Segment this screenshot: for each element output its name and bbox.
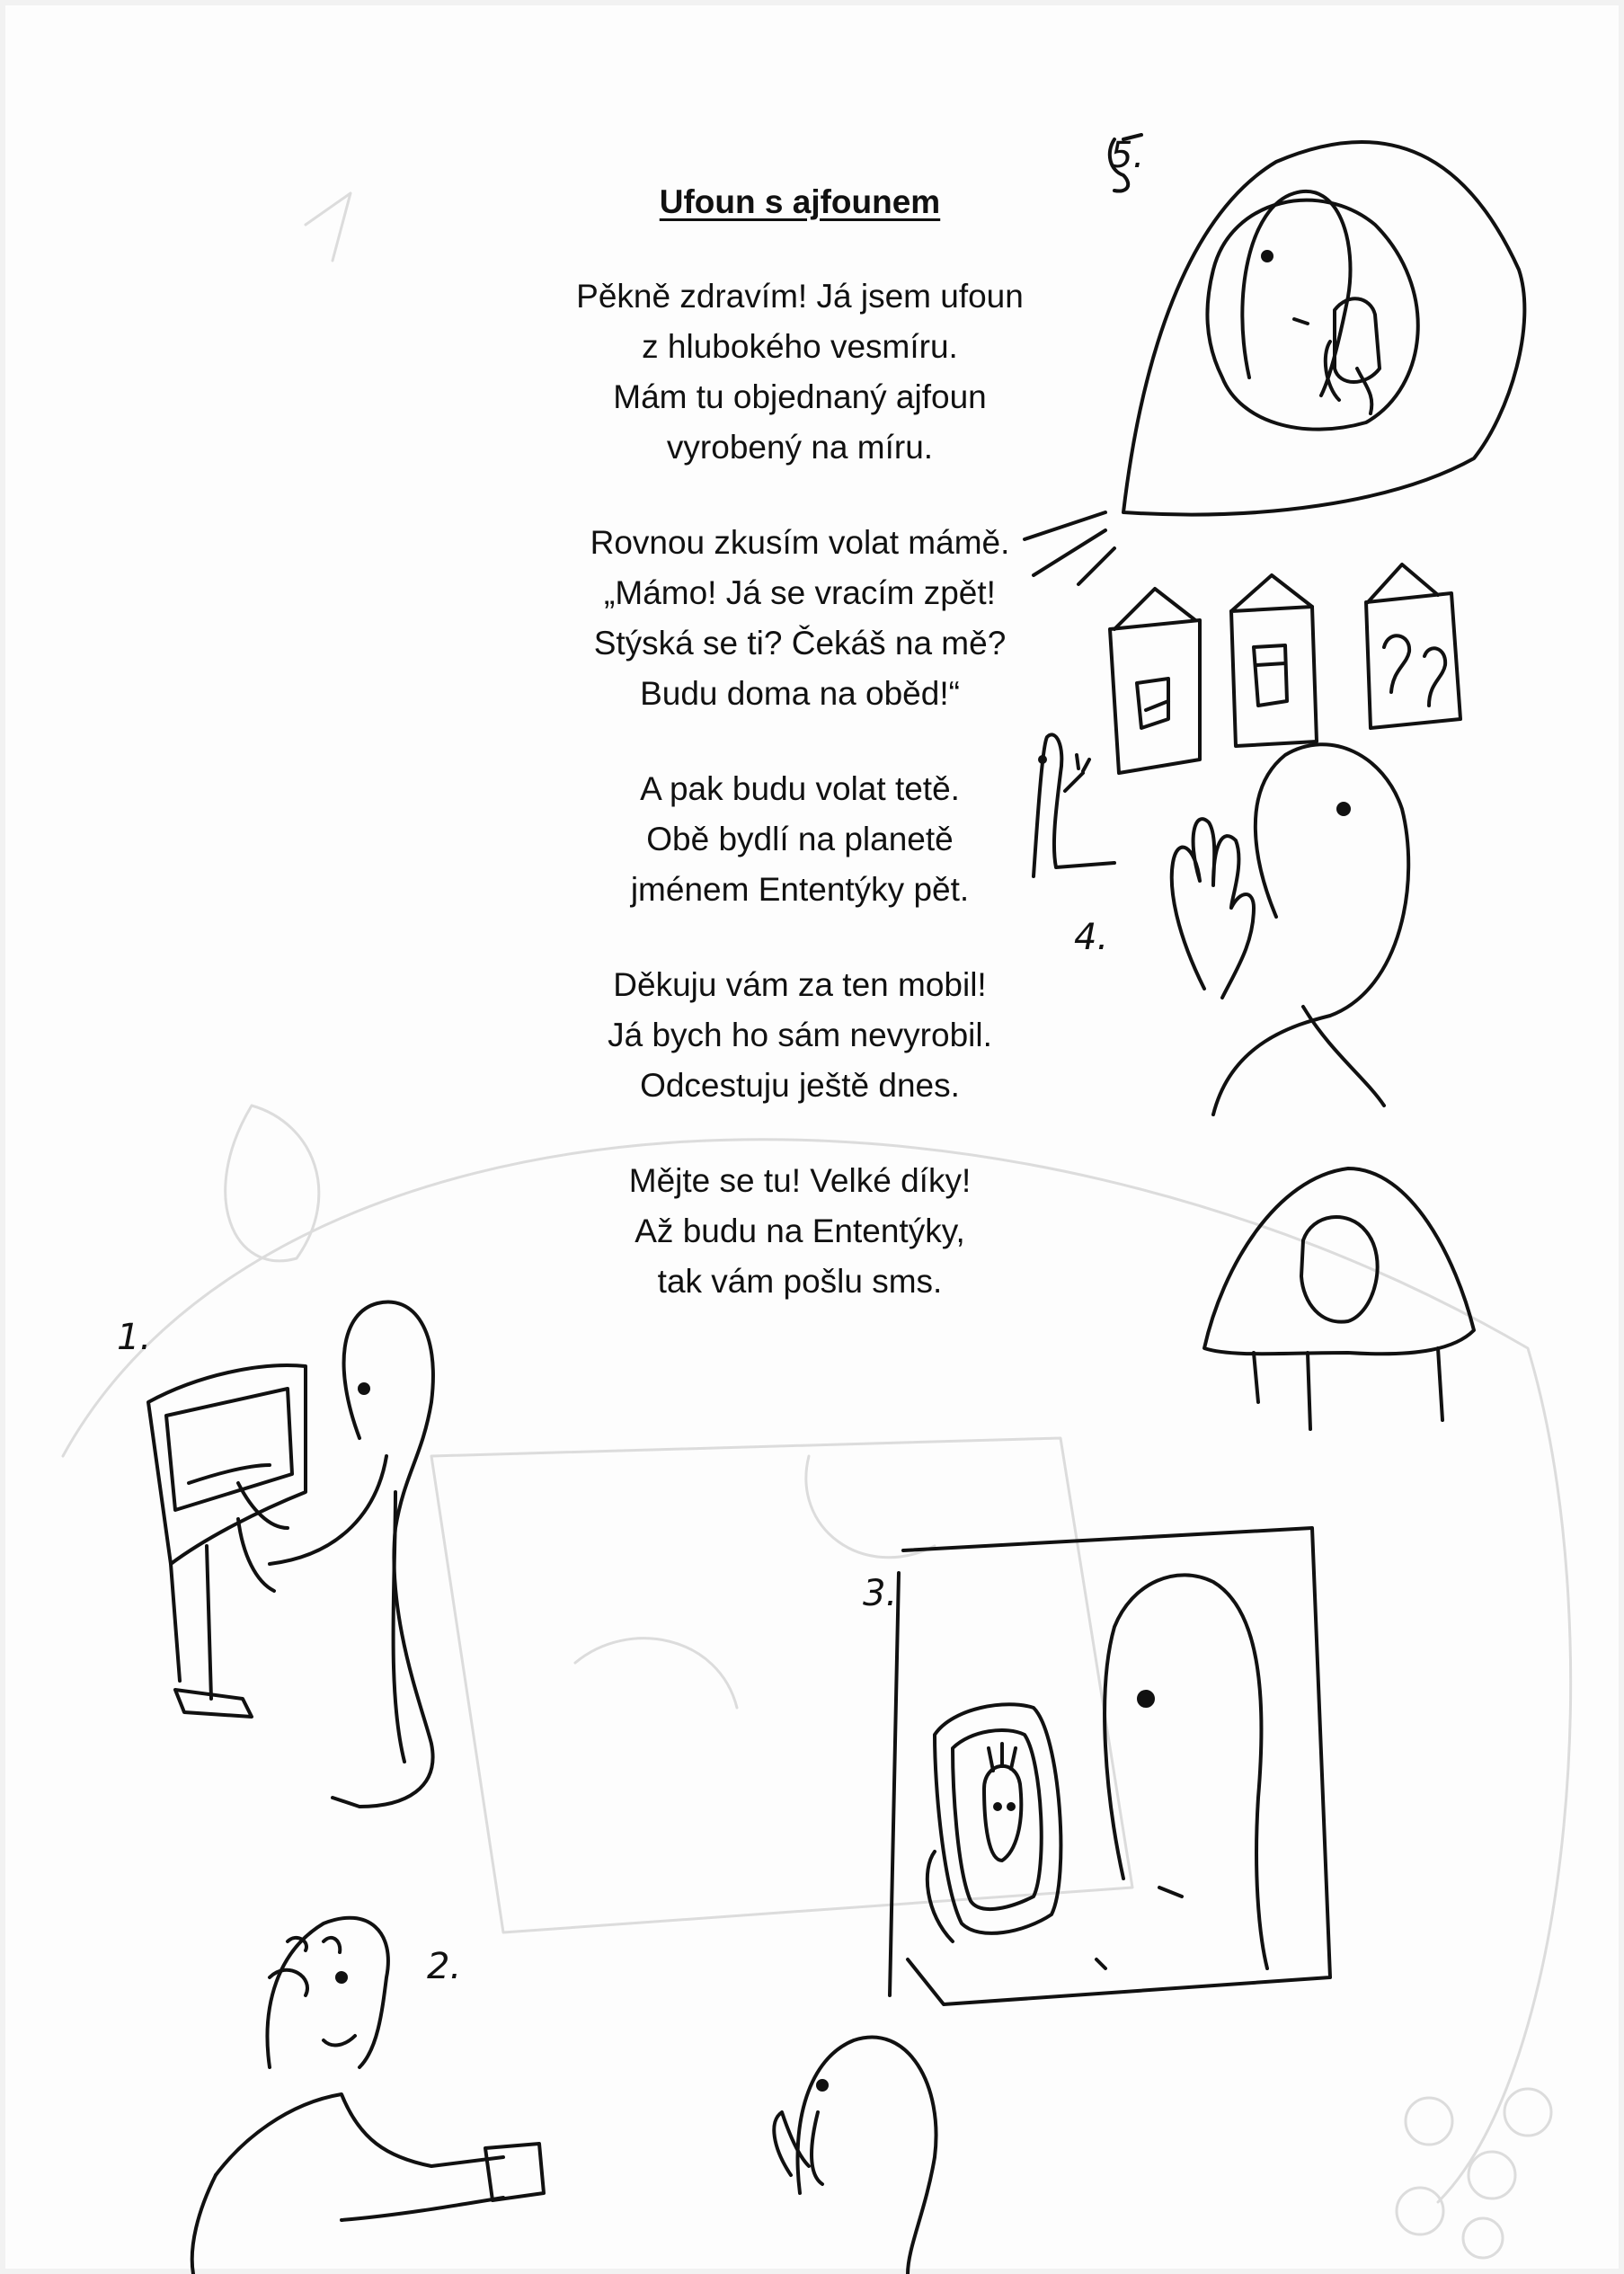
panel-number-5: 5. (1110, 135, 1145, 176)
stanza-1 (449, 271, 1150, 473)
poem-line: Až budu na Ententýky, (635, 1213, 965, 1249)
stanza-4 (449, 960, 1150, 1111)
panel-number-2: 2. (427, 1946, 462, 1987)
panel-3-videocall (890, 1528, 1330, 2004)
poem-line: Odcestuju ještě dnes. (640, 1067, 960, 1104)
panel-number-1: 1. (117, 1317, 152, 1358)
poem-line: A pak budu volat tetě. (640, 770, 960, 807)
panel-4-waving-alien (1172, 744, 1408, 1115)
poem-line: jménem Ententýky pět. (630, 871, 970, 908)
stanza-5 (449, 1156, 1150, 1307)
poem-line: vyrobený na míru. (666, 429, 934, 466)
panel-number-4: 4. (1074, 917, 1109, 958)
panel-2-man-and-alien (192, 1918, 936, 2274)
poem (449, 180, 1150, 1352)
poem-line: Pěkně zdravím! Já jsem ufoun (576, 278, 1024, 315)
poem-line: z hlubokého vesmíru. (642, 328, 958, 365)
poem-line: Mějte se tu! Velké díky! (628, 1162, 972, 1199)
poem-line: Budu doma na oběd!“ (640, 675, 960, 712)
houses-gallery (1110, 564, 1460, 773)
poem-line: Mám tu objednaný ajfoun (613, 378, 987, 415)
poem-line: Stýská se ti? Čekáš na mě? (593, 625, 1007, 662)
panel-1-machine-alien (148, 1301, 433, 1807)
poem-title: Ufoun s ajfounem (659, 183, 941, 220)
poem-line: Obě bydlí na planetě (646, 821, 954, 857)
poem-line: tak vám pošlu sms. (657, 1263, 943, 1300)
stanza-3 (449, 764, 1150, 915)
poem-line: „Mámo! Já se vracím zpět! (604, 574, 996, 611)
poem-line: Já bych ho sám nevyrobil. (608, 1017, 992, 1053)
poem-line: Děkuju vám za ten mobil! (613, 966, 987, 1003)
poem-line: Rovnou zkusím volat mámě. (590, 524, 1010, 561)
stanza-2 (449, 518, 1150, 719)
panel-number-3: 3. (863, 1573, 898, 1614)
